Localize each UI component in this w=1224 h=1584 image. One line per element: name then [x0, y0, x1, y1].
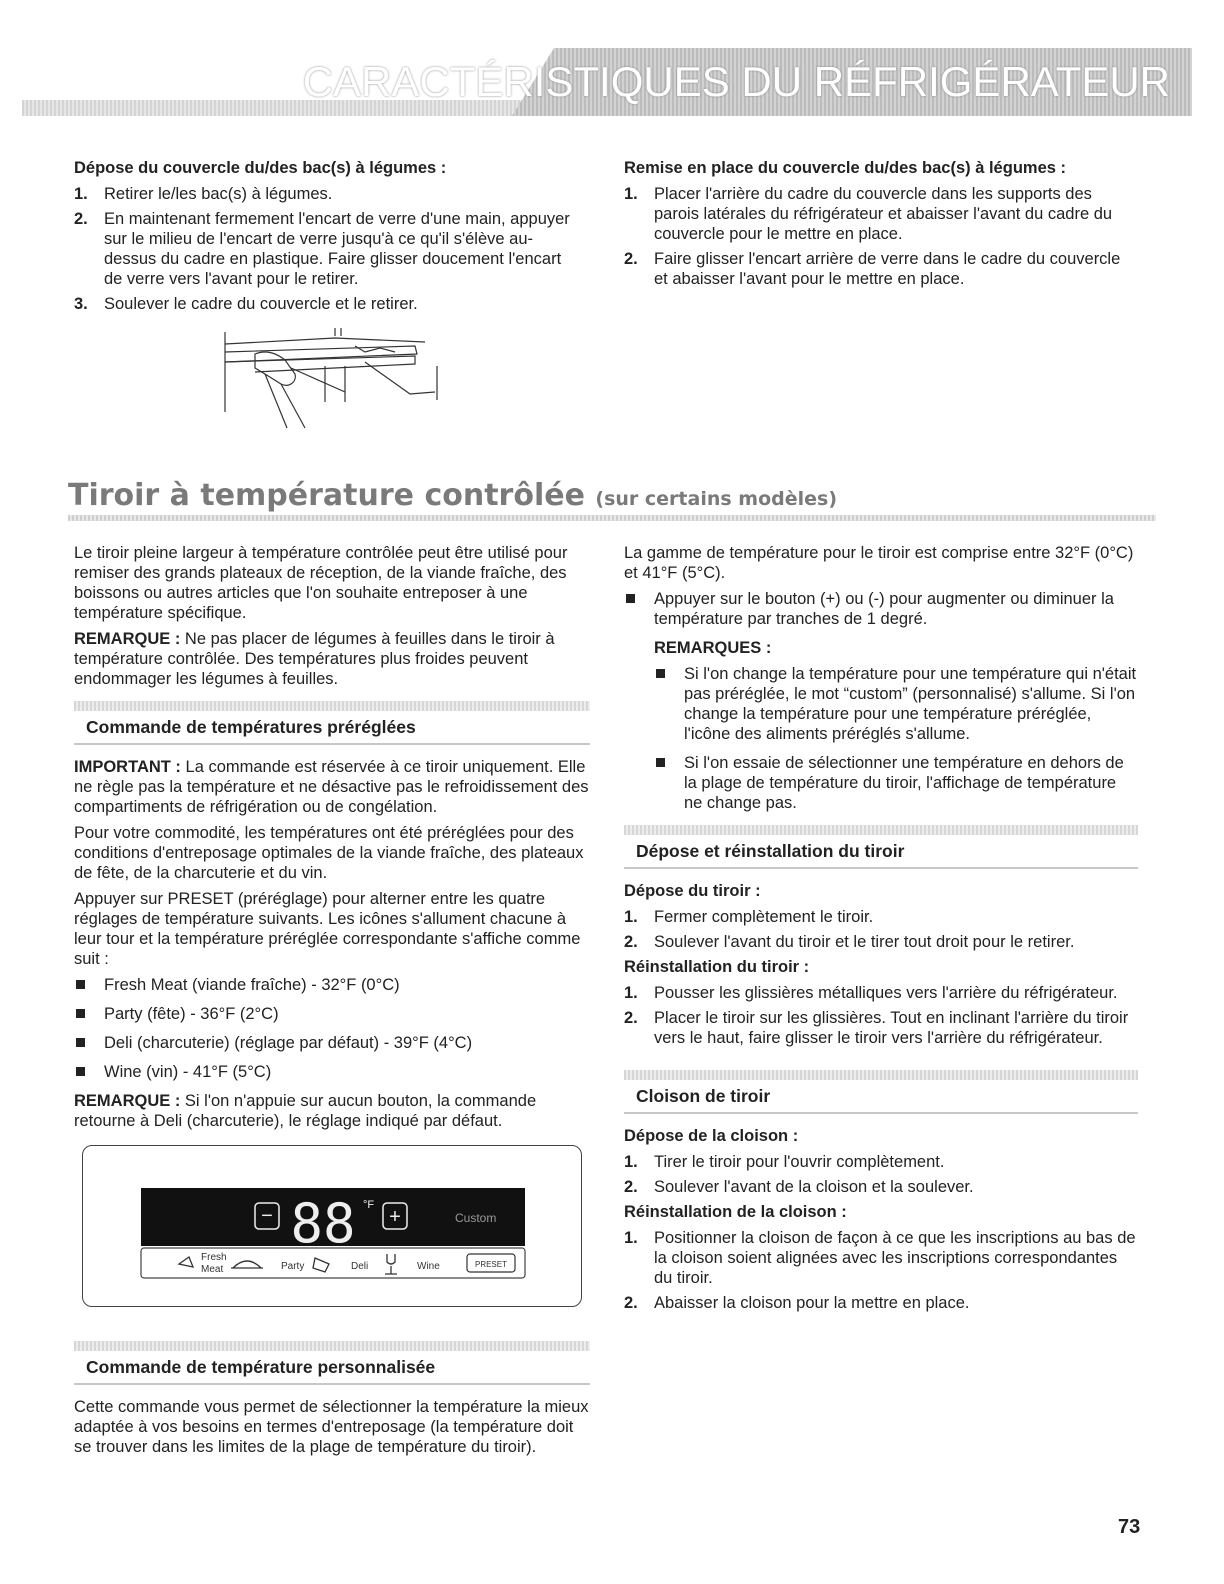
note-text: Si l'on n'appuie sur aucun bouton, la commande retourne à Deli (charcuterie), le réglage indiqué par défaut.: [74, 1092, 537, 1130]
step-text: Soulever l'avant du tiroir et le tirer tout droit pour le retirer.: [654, 933, 1075, 951]
crisper-removal-heading: Dépose du couvercle du/des bac(s) à légumes :: [74, 159, 447, 177]
list-item: [624, 589, 1138, 629]
list-item: [624, 983, 1138, 1003]
subheading-bar: [74, 1341, 590, 1351]
bullet-text: Appuyer sur le bouton (+) ou (-) pour augmenter ou diminuer la température par tranches de 1 degré.: [654, 590, 1114, 628]
crisper-cover-replacement: [624, 158, 1136, 294]
note-label: REMARQUE :: [74, 1092, 181, 1110]
preset-text: Wine (vin) - 41°F (5°C): [104, 1063, 272, 1081]
important-text: La commande est réservée à ce tiroir uniquement. Elle ne règle pas la température et ne désactive pas le refroidissement des compartiments de réfrigération ou de congélation.: [74, 758, 589, 816]
drawer-reinstall-heading: Réinstallation du tiroir :: [624, 958, 810, 976]
subheading-line: [624, 867, 1138, 869]
deli-label: Deli: [351, 1261, 369, 1272]
step-number: 2.: [624, 933, 638, 951]
preset-button: PRESET: [474, 1260, 508, 1269]
note-text: Ne pas placer de légumes à feuilles dans le tiroir à température contrôlée. Des températures plus froides peuvent endommager les légumes à feuilles.: [74, 630, 555, 688]
step-number: 1.: [624, 908, 638, 926]
step-text: Fermer complètement le tiroir.: [654, 908, 874, 926]
unit-label: °F: [363, 1199, 375, 1211]
remarques-list: [654, 664, 1138, 813]
step-text: En maintenant fermement l'encart de verre d'une main, appuyer sur le milieu de l'encart de verre jusqu'à ce qu'il s'élève au-dessus du cadre en plastique. Faire glisser doucement l'encart de verre vers l'avant pour le retirer.: [104, 210, 570, 288]
remarque-text: Si l'on essaie de sélectionner une température en dehors de la plage de température du tiroir, l'affichage de température ne change pas.: [684, 754, 1124, 812]
list-item: [624, 249, 1136, 289]
step-number: 1.: [624, 1153, 638, 1171]
section-title: [68, 478, 837, 513]
step-number: 1.: [624, 185, 638, 203]
list-item: [624, 907, 1138, 927]
list-item: [624, 1293, 1138, 1313]
intro-paragraph: Le tiroir pleine largeur à température contrôlée peut être utilisé pour remiser des grands plateaux de réception, de la viande fraîche, des boissons ou autres articles que l'on souhaite entreposer à une température spécifique.: [74, 544, 568, 622]
deli-icon: [313, 1258, 329, 1272]
custom-subheading: [74, 1341, 590, 1385]
left-column: [74, 543, 590, 1463]
list-item: [74, 1004, 590, 1024]
bullet-icon: [76, 1067, 85, 1076]
step-text: Soulever le cadre du couvercle et le retirer.: [104, 295, 418, 313]
section-title-main: Tiroir à température contrôlée: [68, 478, 585, 513]
page-number: 73: [1118, 1516, 1141, 1538]
subheading-bar: [624, 1070, 1138, 1080]
note-paragraph: [74, 1091, 590, 1131]
chapter-header: [22, 48, 1192, 118]
subheading-bar: [74, 701, 590, 711]
step-number: 1.: [74, 185, 88, 203]
fresh-meat-icon: [179, 1257, 193, 1267]
plus-button: +: [389, 1206, 401, 1228]
step-number: 2.: [624, 1178, 638, 1196]
preset-text: Party (fête) - 36°F (2°C): [104, 1005, 279, 1023]
bullet-icon: [656, 669, 665, 678]
bullet-icon: [76, 1009, 85, 1018]
bullet-icon: [76, 1038, 85, 1047]
step-text: Positionner la cloison de façon à ce que les inscriptions au bas de la cloison soient alignées avec les inscriptions correspondantes du tiroir.: [654, 1229, 1136, 1287]
subheading-line: [74, 1383, 590, 1385]
range-paragraph: La gamme de température pour le tiroir est comprise entre 32°F (0°C) et 41°F (5°C).: [624, 544, 1134, 582]
list-item: [74, 294, 574, 314]
preset-subheading: [74, 701, 590, 745]
subheading-bar: [624, 825, 1138, 835]
note-paragraph: [74, 629, 590, 689]
chapter-title: CARACTÉRISTIQUES DU RÉFRIGÉRATEUR: [302, 58, 1170, 105]
step-text: Retirer le/les bac(s) à légumes.: [104, 185, 333, 203]
list-item: [624, 932, 1138, 952]
drawer-subheading: [624, 825, 1138, 869]
paragraph: Appuyer sur PRESET (préréglage) pour alterner entre les quatre réglages de température suivants. Les icônes s'allument chacune à leur tour et la température préréglée correspondante s'affiche comme suit :: [74, 890, 581, 968]
crisper-replace-heading: Remise en place du couvercle du/des bac(s) à légumes :: [624, 159, 1066, 177]
step-number: 2.: [624, 250, 638, 268]
drawer-removal-heading: Dépose du tiroir :: [624, 882, 761, 900]
remarques-label: REMARQUES :: [654, 639, 772, 657]
control-panel-drawing: [83, 1146, 581, 1306]
subheading-line: [624, 1112, 1138, 1114]
list-item: [74, 184, 574, 204]
step-number: 1.: [624, 1229, 638, 1247]
list-item: [624, 1228, 1138, 1288]
preset-text: Fresh Meat (viande fraîche) - 32°F (0°C): [104, 976, 400, 994]
subheading-line: [74, 743, 590, 745]
button-list: [624, 589, 1138, 629]
fresh-meat-label-1: Fresh: [201, 1252, 227, 1263]
divider-reinstall-heading: Réinstallation de la cloison :: [624, 1203, 847, 1221]
list-item: [74, 209, 574, 289]
wine-label: Wine: [417, 1261, 440, 1272]
divider-removal-heading: Dépose de la cloison :: [624, 1127, 799, 1145]
right-column: [624, 543, 1138, 1318]
list-item: [654, 664, 1138, 744]
paragraph: Pour votre commodité, les températures ont été préréglées pour des conditions d'entreposage optimales de la viande fraîche, des plateaux de fête, de la charcuterie et du vin.: [74, 824, 584, 882]
list-item: [624, 1152, 1138, 1172]
step-text: Abaisser la cloison pour la mettre en place.: [654, 1294, 970, 1312]
preset-text: Deli (charcuterie) (réglage par défaut) - 39°F (4°C): [104, 1034, 473, 1052]
list-item: [74, 1033, 590, 1053]
custom-label: Custom: [455, 1211, 497, 1225]
preset-list: [74, 975, 590, 1082]
list-item: [624, 1177, 1138, 1197]
step-text: Tirer le tiroir pour l'ouvrir complètement.: [654, 1153, 945, 1171]
important-label: IMPORTANT :: [74, 758, 181, 776]
list-item: [654, 753, 1138, 813]
subheading-text: Dépose et réinstallation du tiroir: [636, 841, 905, 861]
list-item: [624, 1008, 1138, 1048]
fresh-meat-label-2: Meat: [201, 1264, 224, 1275]
section-title-subtitle: (sur certains modèles): [595, 488, 838, 510]
control-panel-illustration: [82, 1145, 582, 1307]
step-text: Pousser les glissières métalliques vers l'arrière du réfrigérateur.: [654, 984, 1118, 1002]
party-label: Party: [281, 1261, 305, 1272]
crisper-cover-removal: [74, 158, 574, 319]
list-item: [74, 975, 590, 995]
wine-icon: [385, 1254, 397, 1274]
step-number: 1.: [624, 984, 638, 1002]
minus-button: −: [261, 1205, 273, 1227]
custom-paragraph: Cette commande vous permet de sélectionner la température la mieux adaptée à vos besoins en termes d'entreposage (la température doit se trouver dans les limites de la plage de température du tiroir).: [74, 1398, 589, 1456]
bullet-icon: [626, 594, 635, 603]
step-number: 2.: [74, 210, 88, 228]
important-paragraph: [74, 757, 590, 817]
list-item: [624, 184, 1136, 244]
step-text: Placer le tiroir sur les glissières. Tout en inclinant l'arrière du tiroir vers le haut, faire glisser le tiroir vers l'arrière du réfrigérateur.: [654, 1009, 1129, 1047]
divider-subheading: [624, 1070, 1138, 1114]
step-text: Faire glisser l'encart arrière de verre dans le cadre du couvercle et abaisser l'avant pour le mettre en place.: [654, 250, 1121, 288]
crisper-cover-illustration: [215, 322, 450, 432]
section-rule: [68, 515, 1156, 521]
subheading-text: Commande de température personnalisée: [86, 1357, 436, 1377]
step-text: Placer l'arrière du cadre du couvercle dans les supports des parois latérales du réfrigérateur et abaisser l'avant du cadre du couvercle pour le mettre en place.: [654, 185, 1113, 243]
bullet-icon: [76, 980, 85, 989]
step-number: 3.: [74, 295, 88, 313]
step-number: 2.: [624, 1009, 638, 1027]
note-label: REMARQUE :: [74, 630, 181, 648]
party-icon: [231, 1261, 263, 1268]
subheading-text: Cloison de tiroir: [636, 1086, 771, 1106]
remarques-block: [624, 638, 1138, 813]
list-item: [74, 1062, 590, 1082]
step-text: Soulever l'avant de la cloison et la soulever.: [654, 1178, 974, 1196]
bullet-icon: [656, 758, 665, 767]
subheading-text: Commande de températures préréglées: [86, 717, 416, 737]
remarque-text: Si l'on change la température pour une température qui n'était pas préréglée, le mot “custom” (personnalisé) s'allume. Si l'on change la température pour une température préréglée, l'icône des aliments préréglés s'allume.: [684, 665, 1137, 743]
step-number: 2.: [624, 1294, 638, 1312]
temperature-display: 88: [290, 1192, 356, 1255]
